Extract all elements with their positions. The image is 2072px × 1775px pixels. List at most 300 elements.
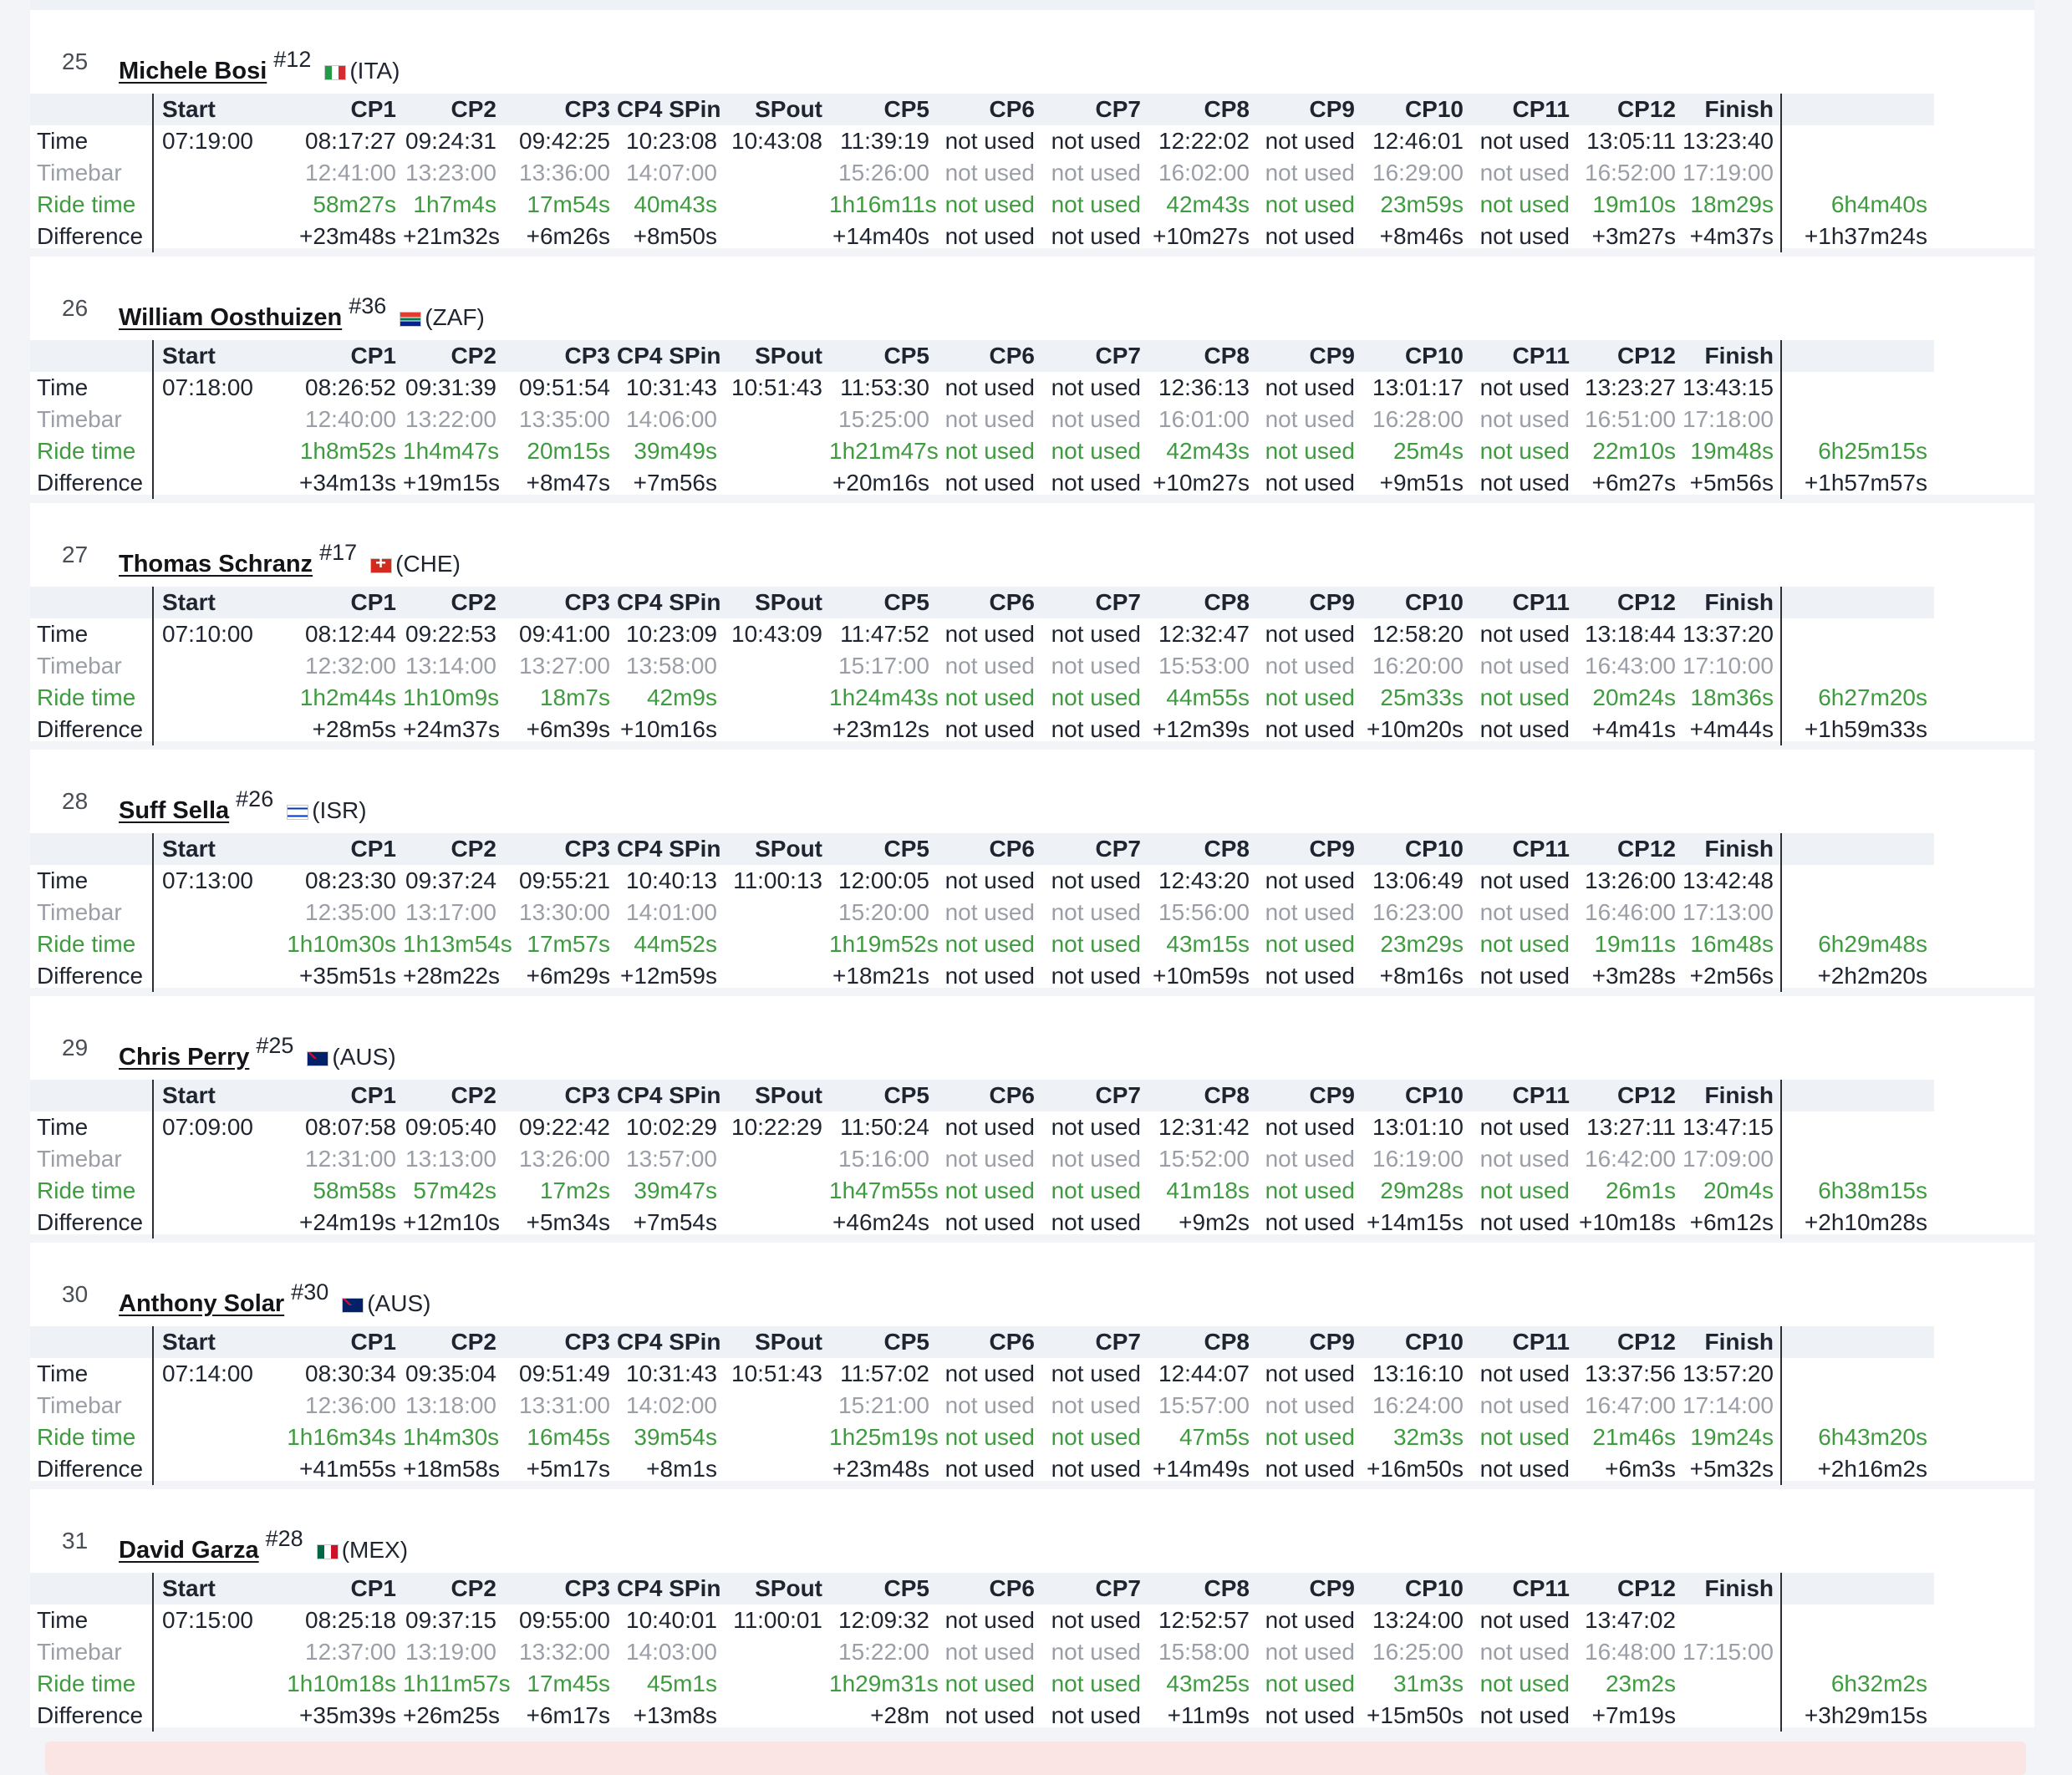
table-cell: +19m15s bbox=[403, 470, 500, 496]
table-cell: 6h25m15s bbox=[1818, 438, 1927, 464]
column-header: CP8 bbox=[1148, 833, 1256, 865]
table-cell: 6h32m2s bbox=[1830, 1671, 1927, 1696]
row-label: Timebar bbox=[37, 1392, 122, 1418]
table-cell: not used bbox=[1479, 128, 1570, 154]
table-cell: not used bbox=[1265, 470, 1355, 496]
table-cell: +5m56s bbox=[1683, 467, 1782, 499]
table-cell: 14:07:00 bbox=[626, 160, 717, 186]
table-cell: 6h4m40s bbox=[1830, 191, 1927, 217]
column-header: Start bbox=[152, 1080, 277, 1111]
table-cell bbox=[724, 157, 829, 189]
table-cell: +6m3s bbox=[1605, 1456, 1676, 1482]
table-cell: +26m25s bbox=[403, 1702, 500, 1728]
table-cell: +4m37s bbox=[1683, 221, 1782, 252]
table-cell: 16:52:00 bbox=[1585, 160, 1676, 186]
column-header: Finish bbox=[1683, 1080, 1782, 1111]
column-header: Start bbox=[152, 587, 277, 618]
table-cell: 12:32:47 bbox=[1158, 621, 1250, 647]
table-cell: 15:57:00 bbox=[1158, 1392, 1250, 1418]
table-cell: 1h16m11s bbox=[829, 191, 937, 217]
table-cell: 09:42:25 bbox=[519, 128, 610, 154]
table-cell: 40m43s bbox=[634, 191, 717, 217]
table-cell: 15:22:00 bbox=[838, 1639, 929, 1665]
rider-rank: 25 bbox=[62, 48, 89, 74]
rider-rank: 30 bbox=[62, 1281, 89, 1307]
row-label: Difference bbox=[37, 716, 144, 742]
table-cell: not used bbox=[1265, 1607, 1355, 1633]
column-header: CP5 bbox=[829, 587, 936, 618]
table-cell: 42m43s bbox=[1166, 191, 1250, 217]
rider-name-link[interactable]: William Oosthuizen bbox=[119, 304, 343, 331]
table-cell: +7m54s bbox=[633, 1209, 717, 1235]
table-cell bbox=[1683, 1668, 1782, 1700]
table-cell: 09:41:00 bbox=[519, 621, 610, 647]
table-cell: 44m55s bbox=[1166, 684, 1250, 710]
rider-header bbox=[30, 503, 2034, 575]
table-cell: +6m26s bbox=[526, 223, 610, 249]
table-cell: 08:25:18 bbox=[305, 1607, 396, 1633]
flag-icon bbox=[307, 1051, 328, 1066]
table-cell bbox=[152, 650, 277, 682]
table-cell: not used bbox=[944, 931, 1035, 957]
table-cell: 07:18:00 bbox=[152, 372, 277, 404]
splits-table bbox=[30, 340, 2034, 499]
table-cell: +34m13s bbox=[299, 470, 396, 496]
table-cell: 12:36:00 bbox=[305, 1392, 396, 1418]
table-cell bbox=[1683, 1700, 1782, 1732]
column-header: CP9 bbox=[1256, 94, 1362, 125]
row-label: Ride time bbox=[37, 191, 136, 217]
table-cell: not used bbox=[1479, 1607, 1570, 1633]
table-cell: +23m48s bbox=[299, 223, 396, 249]
table-cell: 07:09:00 bbox=[152, 1111, 277, 1143]
table-cell: not used bbox=[1051, 223, 1141, 249]
table-cell: not used bbox=[944, 1702, 1035, 1728]
rider-number: #17 bbox=[319, 540, 358, 565]
table-cell: not used bbox=[944, 1671, 1035, 1696]
table-cell: 12:35:00 bbox=[305, 899, 396, 925]
table-cell: 25m33s bbox=[1380, 684, 1464, 710]
table-cell: +10m20s bbox=[1367, 716, 1464, 742]
column-header: CP4 SPin bbox=[617, 94, 724, 125]
table-cell: 11:39:19 bbox=[840, 128, 929, 154]
table-cell bbox=[152, 1175, 277, 1207]
table-cell bbox=[1782, 1358, 1934, 1390]
column-header: CP5 bbox=[829, 94, 936, 125]
table-cell: not used bbox=[1479, 1209, 1570, 1235]
column-header: CP2 bbox=[403, 1573, 503, 1605]
column-header: CP10 bbox=[1362, 833, 1470, 865]
table-cell: not used bbox=[1479, 621, 1570, 647]
rider-country: (MEX) bbox=[341, 1537, 409, 1563]
table-cell: not used bbox=[1265, 191, 1355, 217]
table-cell: +8m46s bbox=[1379, 223, 1464, 249]
table-cell: +7m19s bbox=[1591, 1702, 1676, 1728]
table-cell: not used bbox=[1051, 1360, 1141, 1386]
table-cell: 10:43:08 bbox=[731, 128, 822, 154]
table-cell: 11:50:24 bbox=[840, 1114, 929, 1140]
row-label: Time bbox=[37, 1607, 89, 1633]
rider-name-line bbox=[119, 1279, 430, 1318]
table-cell: 09:37:15 bbox=[405, 1607, 496, 1633]
table-cell: +14m49s bbox=[1153, 1456, 1250, 1482]
column-header: Start bbox=[152, 1326, 277, 1358]
table-cell: 41m18s bbox=[1166, 1177, 1250, 1203]
table-cell: 13:42:48 bbox=[1683, 865, 1782, 897]
rider-name-line bbox=[119, 293, 485, 332]
table-cell: not used bbox=[1051, 621, 1141, 647]
table-cell: 20m15s bbox=[527, 438, 610, 464]
table-cell: 12:31:00 bbox=[305, 1146, 396, 1172]
column-header-blank bbox=[30, 1573, 152, 1605]
column-header: CP3 bbox=[503, 1080, 617, 1111]
table-cell: 15:17:00 bbox=[838, 653, 929, 679]
table-cell: 12:00:05 bbox=[838, 867, 929, 893]
table-cell: 58m27s bbox=[313, 191, 396, 217]
flag-icon bbox=[400, 312, 421, 327]
rider-number: #36 bbox=[349, 293, 387, 318]
column-header-blank bbox=[1782, 1326, 1934, 1358]
table-cell: +13m8s bbox=[633, 1702, 717, 1728]
table-cell: not used bbox=[1051, 963, 1141, 989]
table-cell bbox=[724, 1668, 829, 1700]
row-label: Time bbox=[37, 374, 89, 400]
table-cell: +2h10m28s bbox=[1804, 1209, 1927, 1235]
table-cell: 10:51:43 bbox=[731, 374, 822, 400]
column-header: CP8 bbox=[1148, 340, 1256, 372]
column-header: CP6 bbox=[936, 1326, 1041, 1358]
column-header: SPout bbox=[724, 340, 829, 372]
table-cell: 13:01:10 bbox=[1372, 1114, 1464, 1140]
table-cell: 13:27:00 bbox=[519, 653, 610, 679]
table-cell: +16m50s bbox=[1367, 1456, 1464, 1482]
table-cell: 12:41:00 bbox=[305, 160, 396, 186]
flag-icon bbox=[342, 1298, 364, 1313]
column-header: CP10 bbox=[1362, 1573, 1470, 1605]
table-cell: 17:18:00 bbox=[1683, 404, 1782, 435]
table-cell: not used bbox=[1051, 1177, 1141, 1203]
column-header: Start bbox=[152, 94, 277, 125]
column-header: CP9 bbox=[1256, 340, 1362, 372]
column-header: CP4 SPin bbox=[617, 587, 724, 618]
column-header: CP5 bbox=[829, 1080, 936, 1111]
row-label: Difference bbox=[37, 470, 144, 496]
table-cell bbox=[724, 714, 829, 745]
column-header: CP1 bbox=[277, 1573, 403, 1605]
table-cell: not used bbox=[1479, 653, 1570, 679]
table-cell: 16m45s bbox=[527, 1424, 610, 1450]
table-cell bbox=[724, 221, 829, 252]
rider-country: (AUS) bbox=[367, 1290, 431, 1316]
table-cell: 12:22:02 bbox=[1158, 128, 1250, 154]
table-cell: not used bbox=[1265, 160, 1355, 186]
table-cell: not used bbox=[944, 160, 1035, 186]
table-cell: 1h16m34s bbox=[287, 1424, 396, 1450]
table-cell: not used bbox=[1479, 470, 1570, 496]
row-label: Ride time bbox=[37, 1177, 136, 1203]
table-cell bbox=[724, 1390, 829, 1422]
table-cell: +14m40s bbox=[832, 223, 929, 249]
table-cell bbox=[152, 1636, 277, 1668]
table-cell: 42m9s bbox=[646, 684, 717, 710]
rider-name-link[interactable]: Chris Perry bbox=[119, 1044, 250, 1071]
table-cell: +18m21s bbox=[832, 963, 929, 989]
table-cell: 19m11s bbox=[1594, 931, 1676, 957]
table-cell: not used bbox=[1479, 1671, 1570, 1696]
table-cell: not used bbox=[1051, 1671, 1141, 1696]
table-cell: 12:09:32 bbox=[838, 1607, 929, 1633]
table-cell: 15:16:00 bbox=[838, 1146, 929, 1172]
column-header-blank bbox=[1782, 340, 1934, 372]
rider-name-link[interactable]: David Garza bbox=[119, 1537, 259, 1564]
table-cell: not used bbox=[944, 899, 1035, 925]
table-cell: not used bbox=[1265, 1424, 1355, 1450]
rider-name-line bbox=[119, 540, 461, 578]
alert-banner bbox=[45, 1742, 2026, 1775]
row-label: Time bbox=[37, 1114, 89, 1140]
row-label: Time bbox=[37, 621, 89, 647]
table-cell: 1h19m52s bbox=[829, 931, 939, 957]
table-cell: not used bbox=[944, 1146, 1035, 1172]
table-cell: 12:31:42 bbox=[1158, 1114, 1250, 1140]
table-cell: 20m4s bbox=[1683, 1175, 1782, 1207]
table-cell: +5m34s bbox=[526, 1209, 610, 1235]
table-cell: not used bbox=[944, 1639, 1035, 1665]
column-header: CP7 bbox=[1041, 94, 1148, 125]
column-header: CP1 bbox=[277, 1326, 403, 1358]
table-cell: 12:36:13 bbox=[1158, 374, 1250, 400]
table-cell bbox=[152, 1422, 277, 1453]
table-cell bbox=[152, 1390, 277, 1422]
table-cell: 16:47:00 bbox=[1585, 1392, 1676, 1418]
table-cell: +6m12s bbox=[1683, 1207, 1782, 1238]
table-cell: not used bbox=[1479, 899, 1570, 925]
table-cell: 13:32:00 bbox=[519, 1639, 610, 1665]
table-cell: 1h11m57s bbox=[403, 1671, 511, 1696]
table-cell: not used bbox=[1479, 1702, 1570, 1728]
table-cell bbox=[724, 189, 829, 221]
table-cell bbox=[724, 928, 829, 960]
table-cell: 09:51:54 bbox=[519, 374, 610, 400]
column-header-blank bbox=[30, 587, 152, 618]
table-cell: not used bbox=[1265, 128, 1355, 154]
column-header: CP7 bbox=[1041, 833, 1148, 865]
rider-block bbox=[30, 996, 2034, 1234]
table-cell: not used bbox=[1479, 931, 1570, 957]
table-cell: not used bbox=[1479, 1639, 1570, 1665]
table-cell: 13:37:56 bbox=[1585, 1360, 1676, 1386]
table-cell bbox=[152, 682, 277, 714]
table-cell: not used bbox=[944, 128, 1035, 154]
table-cell: 17:14:00 bbox=[1683, 1390, 1782, 1422]
row-label: Timebar bbox=[37, 1146, 122, 1172]
table-cell bbox=[1782, 1143, 1934, 1175]
column-header: CP11 bbox=[1470, 833, 1576, 865]
column-header-blank bbox=[1782, 587, 1934, 618]
table-cell bbox=[152, 1453, 277, 1485]
rider-name-line bbox=[119, 47, 400, 85]
table-cell: 16:28:00 bbox=[1372, 406, 1464, 432]
table-cell: not used bbox=[1479, 406, 1570, 432]
table-cell bbox=[152, 960, 277, 992]
table-cell: 1h29m31s bbox=[829, 1671, 939, 1696]
rider-name-link[interactable]: Anthony Solar bbox=[119, 1290, 285, 1317]
table-cell: 13:06:49 bbox=[1372, 867, 1464, 893]
table-cell bbox=[152, 189, 277, 221]
table-cell: not used bbox=[1051, 867, 1141, 893]
column-header: CP11 bbox=[1470, 1326, 1576, 1358]
table-cell: 19m24s bbox=[1683, 1422, 1782, 1453]
row-label: Difference bbox=[37, 223, 144, 249]
table-cell: 13:18:00 bbox=[405, 1392, 496, 1418]
table-cell: not used bbox=[944, 470, 1035, 496]
table-cell: not used bbox=[1051, 1209, 1141, 1235]
table-cell: 07:19:00 bbox=[152, 125, 277, 157]
table-cell: +18m58s bbox=[403, 1456, 500, 1482]
column-header: CP7 bbox=[1041, 1080, 1148, 1111]
table-cell: +8m47s bbox=[526, 470, 610, 496]
table-cell bbox=[152, 897, 277, 928]
rider-rank: 29 bbox=[62, 1035, 89, 1060]
rider-rank: 27 bbox=[62, 542, 89, 567]
column-header: CP8 bbox=[1148, 1573, 1256, 1605]
table-cell: 10:23:09 bbox=[626, 621, 717, 647]
table-cell: not used bbox=[1479, 1456, 1570, 1482]
splits-table bbox=[30, 587, 2034, 745]
table-cell: 15:58:00 bbox=[1158, 1639, 1250, 1665]
rider-block bbox=[30, 503, 2034, 741]
table-cell: 13:37:20 bbox=[1683, 618, 1782, 650]
table-cell: +46m24s bbox=[832, 1209, 929, 1235]
table-cell: 47m5s bbox=[1179, 1424, 1250, 1450]
table-cell: not used bbox=[944, 1209, 1035, 1235]
splits-table bbox=[30, 1573, 2034, 1732]
table-cell: not used bbox=[944, 867, 1035, 893]
table-cell: +10m18s bbox=[1579, 1209, 1676, 1235]
table-cell: 13:47:15 bbox=[1683, 1111, 1782, 1143]
table-cell bbox=[724, 1636, 829, 1668]
table-cell: 13:14:00 bbox=[405, 653, 496, 679]
table-cell: +6m39s bbox=[526, 716, 610, 742]
table-cell bbox=[1782, 1605, 1934, 1636]
table-cell: 12:32:00 bbox=[305, 653, 396, 679]
column-header-blank bbox=[1782, 833, 1934, 865]
column-header-blank bbox=[1782, 1080, 1934, 1111]
table-cell bbox=[724, 1143, 829, 1175]
table-cell: 07:15:00 bbox=[152, 1605, 277, 1636]
column-header: Finish bbox=[1683, 587, 1782, 618]
column-header: CP6 bbox=[936, 94, 1041, 125]
table-cell: 08:26:52 bbox=[305, 374, 396, 400]
table-cell: not used bbox=[1479, 867, 1570, 893]
table-cell: 13:57:00 bbox=[626, 1146, 717, 1172]
table-cell: 19m48s bbox=[1683, 435, 1782, 467]
table-cell: 39m49s bbox=[634, 438, 717, 464]
table-cell: +6m29s bbox=[526, 963, 610, 989]
column-header: Finish bbox=[1683, 1573, 1782, 1605]
table-cell: 23m29s bbox=[1380, 931, 1464, 957]
table-cell: 13:47:02 bbox=[1585, 1607, 1676, 1633]
table-cell bbox=[1782, 372, 1934, 404]
rider-block bbox=[30, 750, 2034, 988]
table-cell: 43m25s bbox=[1166, 1671, 1250, 1696]
column-header: CP8 bbox=[1148, 587, 1256, 618]
table-cell: not used bbox=[944, 684, 1035, 710]
column-header: CP11 bbox=[1470, 587, 1576, 618]
column-header: CP6 bbox=[936, 1080, 1041, 1111]
row-label: Time bbox=[37, 867, 89, 893]
rider-name-link[interactable]: Thomas Schranz bbox=[119, 551, 313, 577]
table-cell: not used bbox=[1051, 1702, 1141, 1728]
table-cell: not used bbox=[1051, 374, 1141, 400]
table-cell: 17m45s bbox=[527, 1671, 610, 1696]
rider-country: (CHE) bbox=[395, 551, 461, 577]
column-header: CP6 bbox=[936, 833, 1041, 865]
rider-name-link[interactable]: Suff Sella bbox=[119, 797, 230, 824]
splits-table bbox=[30, 833, 2034, 992]
table-cell: +4m44s bbox=[1683, 714, 1782, 745]
table-cell: not used bbox=[1265, 374, 1355, 400]
table-cell: not used bbox=[1265, 1456, 1355, 1482]
column-header: CP7 bbox=[1041, 1326, 1148, 1358]
column-header: CP2 bbox=[403, 833, 503, 865]
table-cell: not used bbox=[944, 374, 1035, 400]
column-header: Start bbox=[152, 833, 277, 865]
table-cell: not used bbox=[944, 406, 1035, 432]
column-header: CP6 bbox=[936, 587, 1041, 618]
table-cell: not used bbox=[1265, 1392, 1355, 1418]
column-header: Finish bbox=[1683, 94, 1782, 125]
table-cell bbox=[1782, 650, 1934, 682]
rider-name-link[interactable]: Michele Bosi bbox=[119, 58, 267, 84]
table-cell: 10:31:43 bbox=[626, 1360, 717, 1386]
rider-header bbox=[30, 996, 2034, 1071]
table-cell: +24m19s bbox=[299, 1209, 396, 1235]
table-cell: 23m2s bbox=[1605, 1671, 1676, 1696]
table-cell: 13:17:00 bbox=[405, 899, 496, 925]
row-label: Difference bbox=[37, 1456, 144, 1482]
table-cell: 13:18:44 bbox=[1585, 621, 1676, 647]
table-cell: 10:40:13 bbox=[626, 867, 717, 893]
table-cell: not used bbox=[1051, 1392, 1141, 1418]
table-cell: 18m29s bbox=[1683, 189, 1782, 221]
rider-header bbox=[30, 750, 2034, 824]
table-cell: 16:42:00 bbox=[1585, 1146, 1676, 1172]
row-label: Difference bbox=[37, 963, 144, 989]
splits-table bbox=[30, 1326, 2034, 1485]
table-cell: not used bbox=[1265, 684, 1355, 710]
rider-country: (AUS) bbox=[332, 1044, 396, 1070]
table-cell: +3h29m15s bbox=[1804, 1702, 1927, 1728]
column-header: CP11 bbox=[1470, 1573, 1576, 1605]
table-cell: 57m42s bbox=[413, 1177, 496, 1203]
table-cell: 14:03:00 bbox=[626, 1639, 717, 1665]
table-cell: 17:13:00 bbox=[1683, 897, 1782, 928]
table-cell: +10m16s bbox=[620, 716, 717, 742]
table-cell: 26m1s bbox=[1605, 1177, 1676, 1203]
table-cell: 6h43m20s bbox=[1818, 1424, 1927, 1450]
table-cell: 07:14:00 bbox=[152, 1358, 277, 1390]
table-cell: 1h10m30s bbox=[287, 931, 396, 957]
column-header: CP11 bbox=[1470, 1080, 1576, 1111]
flag-icon bbox=[287, 805, 308, 820]
table-cell: 17:19:00 bbox=[1683, 157, 1782, 189]
rider-block bbox=[30, 257, 2034, 495]
table-cell: +1h57m57s bbox=[1804, 470, 1927, 496]
table-cell: 31m3s bbox=[1392, 1671, 1464, 1696]
table-cell: 16:20:00 bbox=[1372, 653, 1464, 679]
table-cell: not used bbox=[1265, 1209, 1355, 1235]
